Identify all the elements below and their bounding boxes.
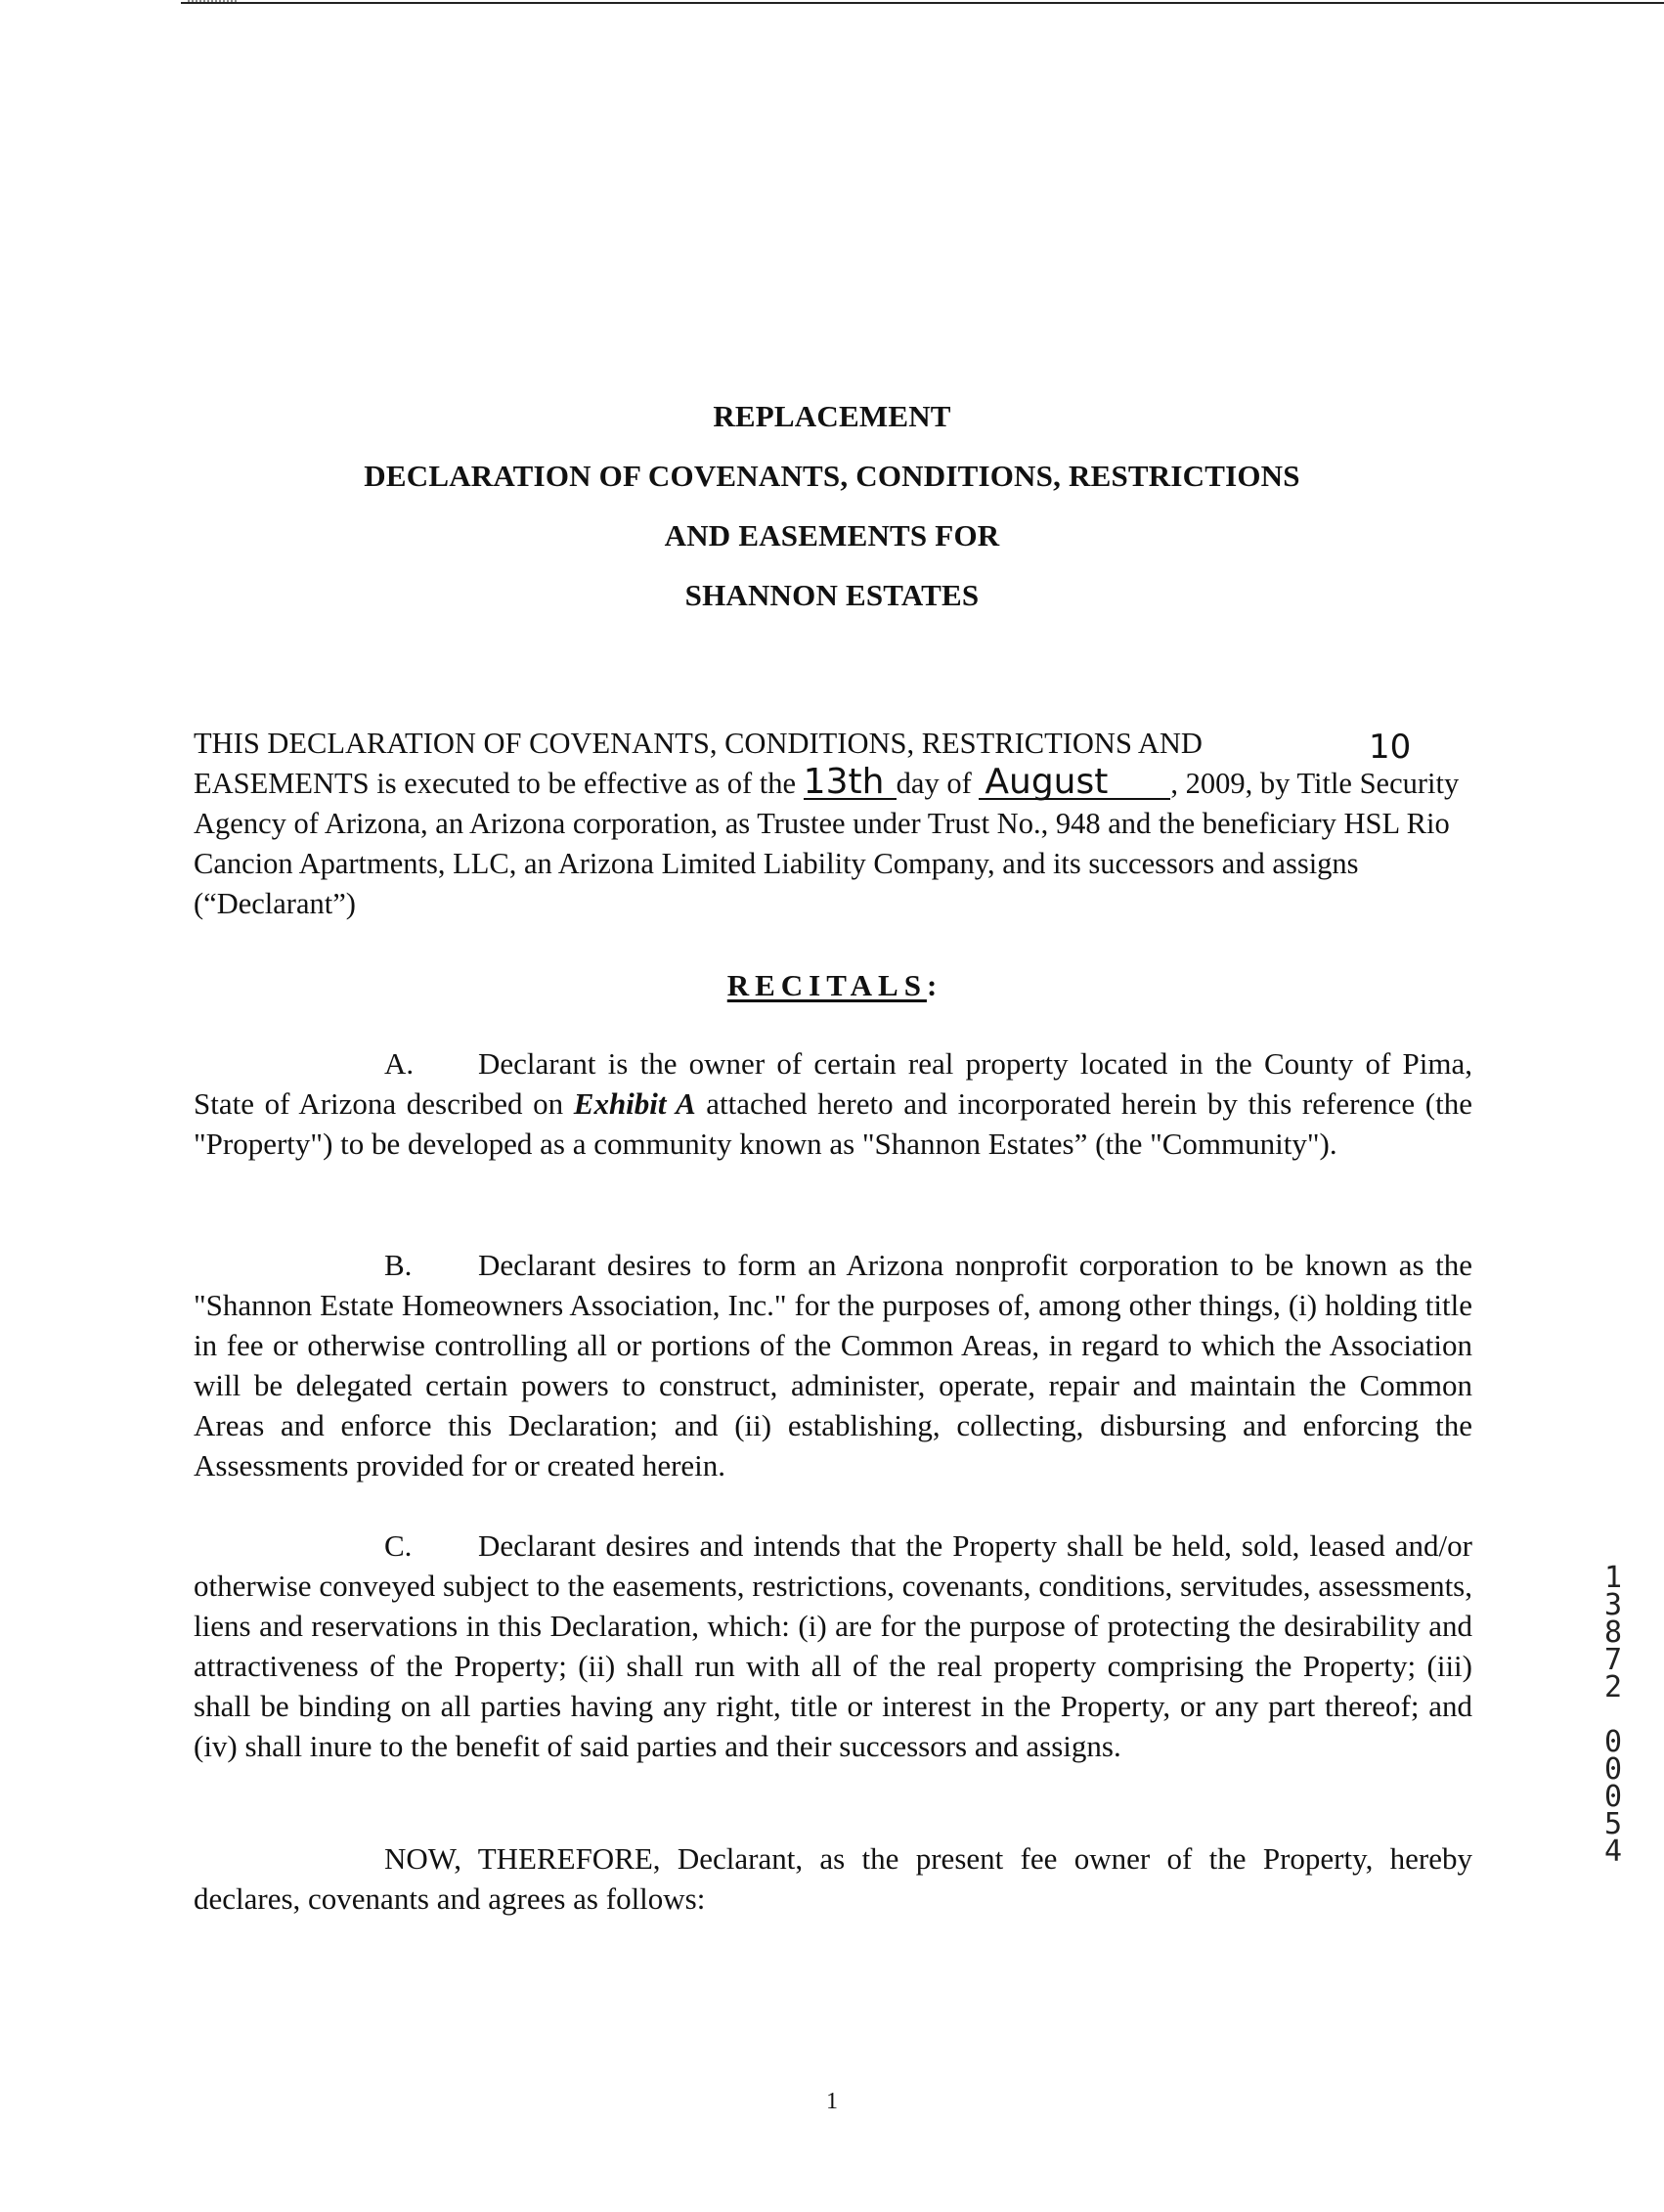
- stamp-digit: 2: [1603, 1670, 1623, 1704]
- month-blank: [979, 762, 1170, 802]
- stamp-digit: 0: [1603, 1780, 1623, 1814]
- recitals-heading-colon: :: [926, 968, 938, 1002]
- preamble-line-2c: , 2009, by: [1170, 767, 1291, 800]
- preamble-paragraph: [194, 724, 1472, 924]
- recital-c: [194, 1526, 1472, 1766]
- exhibit-a-reference: Exhibit A: [573, 1086, 696, 1121]
- recital-c-letter: C.: [384, 1528, 413, 1563]
- now-therefore-text: NOW, THEREFORE, Declarant, as the present fee owner of the Property, hereby declares, covenants and agrees as follows:: [194, 1841, 1472, 1916]
- top-border-line: [181, 2, 1664, 4]
- recital-a-text-2: attached hereto and incorporated herein by this reference (the "Property") to be developed as a community known as "Shannon Estates” (the "Community").: [194, 1086, 1472, 1161]
- recital-b-text: Declarant desires to form an Arizona nonprofit corporation to be known as the "Shannon Estate Homeowners Association, Inc." for the purposes of, among other things, (i) holding title in fee or otherwise controlling all or portions of the Common Areas, in regard to which the Association will be delegated certain powers to construct, administer, operate, repair and maintain the Common Areas and enforce this Declaration; and (ii) establishing, collecting, disbursing and enforcing the Assessments provided for or created herein.: [194, 1248, 1472, 1482]
- stamp-digit: 0: [1603, 1725, 1623, 1759]
- handwritten-year-correction: 10: [1369, 728, 1412, 767]
- stamp-digit: 4: [1603, 1835, 1623, 1869]
- day-blank: [803, 762, 897, 802]
- document-title: [0, 386, 1664, 625]
- stamp-digit: 5: [1603, 1807, 1623, 1841]
- recital-a-letter: A.: [384, 1046, 415, 1081]
- stamp-digit: 7: [1603, 1643, 1623, 1677]
- title-line-1: REPLACEMENT: [713, 399, 951, 433]
- stamp-digit: 0: [1603, 1752, 1623, 1787]
- recitals-heading: [0, 968, 1664, 1003]
- stamp-digit: 3: [1603, 1588, 1623, 1622]
- title-line-3: AND EASEMENTS FOR: [664, 518, 1000, 553]
- preamble-rest: Title Security Agency of Arizona, an Arizona corporation, as Trustee under Trust No., 948 and the beneficiary HSL Rio Cancion Apartments, LLC, an Arizona Limited Liability Company, and its successors and assigns (“Declarant”): [194, 767, 1460, 920]
- recital-b: [194, 1245, 1472, 1485]
- stamp-digit: 8: [1603, 1615, 1623, 1650]
- page-number: 1: [826, 2089, 838, 2114]
- recital-a-text-1: Declarant is the owner of certain real property located in the County of Pima, State of Arizona described on: [194, 1046, 1472, 1121]
- preamble-line-2a: EASEMENTS is executed to be effective as of the: [194, 767, 797, 800]
- title-line-4: SHANNON ESTATES: [684, 578, 980, 612]
- margin-recording-stamp: [1597, 1561, 1630, 1869]
- stamp-digit: 1: [1603, 1561, 1623, 1595]
- title-line-2: DECLARATION OF COVENANTS, CONDITIONS, RESTRICTIONS: [364, 459, 1300, 493]
- preamble-line-1: THIS DECLARATION OF COVENANTS, CONDITIONS, RESTRICTIONS AND: [194, 727, 1203, 760]
- now-therefore-paragraph: [194, 1838, 1472, 1919]
- handwritten-month: August: [985, 762, 1109, 802]
- recital-c-text: Declarant desires and intends that the Property shall be held, sold, leased and/or otherwise conveyed subject to the easements, restrictions, covenants, conditions, servitudes, assessments, liens and reservations in this Declaration, which: (i) are for the purpose of protecting the desirability and attractiveness of the Property; (ii) shall run with all of the real property comprising the Property; (iii) shall be binding on all parties having any right, title or interest in the Property, or any part thereof; and (iv) shall inure to the benefit of said parties and their successors and assigns.: [194, 1528, 1472, 1763]
- recital-b-letter: B.: [384, 1248, 413, 1282]
- recital-a: [194, 1043, 1472, 1164]
- recitals-heading-text: RECITALS: [726, 968, 927, 1002]
- preamble-line-2b: day of: [896, 767, 972, 800]
- handwritten-day: 13th: [803, 762, 885, 802]
